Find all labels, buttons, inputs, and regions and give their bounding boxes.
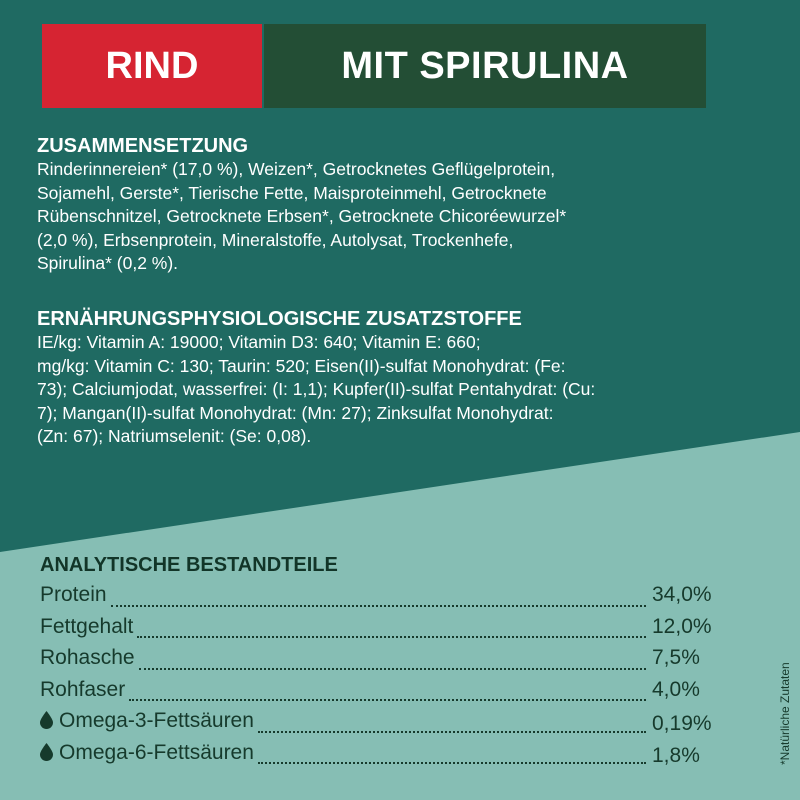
additives-line: IE/kg: Vitamin A: 19000; Vitamin D3: 640; Vitamin E: 660;	[37, 332, 481, 352]
row-label	[40, 709, 254, 733]
row-label-text: Protein	[40, 583, 107, 606]
row-value: 7,5%	[652, 646, 700, 669]
dotted-leader	[258, 731, 646, 733]
row-label-text: Omega-6-Fettsäuren	[59, 740, 254, 764]
drop-icon	[40, 743, 53, 761]
table-row	[40, 615, 730, 647]
row-label-text: Omega-3-Fettsäuren	[59, 709, 254, 732]
row-value: 0,19%	[652, 712, 712, 735]
composition-line: (2,0 %), Erbsenprotein, Mineralstoffe, Autolysat, Trockenhefe,	[37, 229, 514, 250]
banner-spirulina-label: MIT SPIRULINA	[341, 44, 629, 87]
additives-line: 7); Mangan(II)-sulfat Monohydrat: (Mn: 27); Zinksulfat Monohydrat:	[37, 402, 554, 423]
row-value: 4,0%	[652, 677, 700, 701]
side-note: *Natürliche Zutaten	[778, 662, 792, 765]
composition-heading: ZUSAMMENSETZUNG	[37, 135, 249, 157]
row-label	[40, 741, 254, 765]
row-label-text: Rohfaser	[40, 677, 126, 701]
additives-line: mg/kg: Vitamin C: 130; Taurin: 520; Eisen(II)-sulfat Monohydrat: (Fe:	[37, 355, 566, 376]
dotted-leader	[129, 699, 646, 701]
row-label-text: Fettgehalt	[40, 614, 134, 638]
additives-text	[37, 331, 747, 449]
dotted-leader	[137, 636, 646, 638]
additives-heading: ERNÄHRUNGSPHYSIOLOGISCHE ZUSATZSTOFFE	[37, 308, 522, 330]
dotted-leader	[111, 605, 646, 607]
banner-spirulina	[264, 24, 706, 108]
additives-section	[37, 307, 747, 449]
composition-line: Rinderinnereien* (17,0 %), Weizen*, Getrocknetes Geflügelprotein,	[37, 159, 556, 179]
table-row	[40, 583, 730, 615]
row-value: 12,0%	[652, 614, 712, 638]
table-row	[40, 646, 730, 678]
row-label	[40, 615, 133, 639]
drop-icon	[40, 711, 53, 729]
composition-line: Spirulina* (0,2 %).	[37, 253, 179, 273]
row-label	[40, 678, 125, 702]
dotted-leader	[258, 762, 646, 764]
analytics-table	[40, 583, 730, 772]
analytics-section	[40, 554, 730, 772]
row-value: 1,8%	[652, 743, 700, 767]
dotted-leader	[139, 668, 646, 670]
composition-line: Rübenschnitzel, Getrocknete Erbsen*, Getrocknete Chicoréewurzel*	[37, 206, 567, 226]
table-row	[40, 709, 730, 741]
row-label-text: Rohasche	[40, 646, 135, 669]
banner-rind	[42, 24, 262, 108]
table-row	[40, 741, 730, 773]
row-label	[40, 646, 135, 670]
additives-line: 73); Calciumjodat, wasserfrei: (I: 1,1); Kupfer(II)-sulfat Pentahydrat: (Cu:	[37, 379, 596, 399]
composition-section	[37, 134, 747, 276]
composition-line: Sojamehl, Gerste*, Tierische Fette, Maisproteinmehl, Getrocknete	[37, 182, 547, 203]
analytics-heading: ANALYTISCHE BESTANDTEILE	[40, 554, 338, 576]
table-row	[40, 678, 730, 710]
row-label	[40, 583, 107, 607]
additives-line: (Zn: 67); Natriumselenit: (Se: 0,08).	[37, 426, 312, 446]
composition-text	[37, 158, 747, 276]
banner-rind-label: RIND	[105, 44, 199, 87]
row-value: 34,0%	[652, 583, 712, 606]
